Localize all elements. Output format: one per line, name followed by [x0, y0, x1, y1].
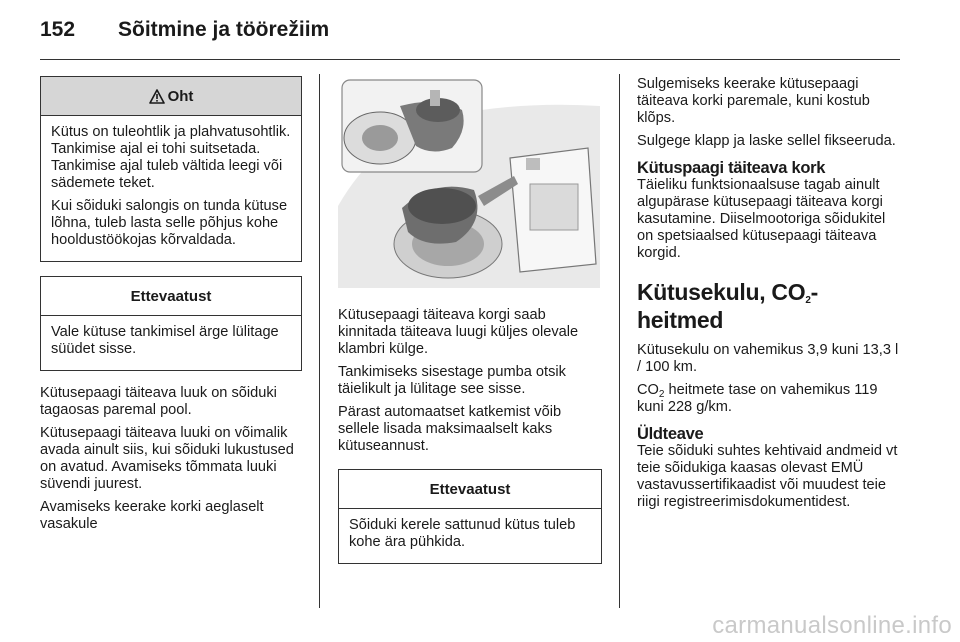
caution-box-2-header — [339, 470, 601, 509]
caution-box-1-header — [41, 277, 301, 316]
col1-paragraph-3: Avamiseks keerake korki aeglaselt vasakule — [40, 499, 264, 532]
caution-box-1-title: Ettevaatust — [130, 287, 212, 305]
consumption-heading-part1: Kütusekulu, CO — [637, 279, 806, 305]
warning-triangle-icon — [149, 89, 165, 104]
column-3 — [637, 76, 903, 517]
danger-box-header — [41, 77, 301, 116]
col2-paragraph-2: Tankimiseks sisestage pumba otsik täielikult ja lülitage see sisse. — [338, 364, 566, 397]
co2-text-part1: CO — [637, 382, 659, 398]
column-1 — [40, 76, 302, 539]
fuel-cap-illustration — [338, 76, 600, 288]
watermark: carmanualsonline.info — [712, 612, 952, 639]
caution-box-1 — [40, 276, 302, 371]
co2-text — [637, 382, 903, 416]
header-rule — [40, 59, 900, 60]
section-text-general: Teie sõiduki suhtes kehtivaid andmeid vt teie sõidukiga kaasas olevast EMÜ vastavussertifikaadist või muudest teie riigi registreerimisdokumentidest. — [637, 443, 898, 510]
danger-paragraph-2: Kui sõiduki salongis on tunda kütuse lõhna, tuleb lasta selle põhjus kohe hooldustöökojas kõrvaldada. — [51, 198, 288, 248]
caution-box-2 — [338, 469, 602, 564]
col3-paragraph-2: Sulgege klapp ja laske sellel fikseeruda. — [637, 133, 896, 149]
co2-text-part2: heitmete tase on vahemikus 119 kuni 228 g/km. — [637, 382, 878, 415]
danger-box — [40, 76, 302, 262]
consumption-heading-part2: -heitmed — [637, 279, 818, 333]
consumption-text: Kütusekulu on vahemikus 3,9 kuni 13,3 l / 100 km. — [637, 342, 899, 375]
page-title: Sõitmine ja töörežiim — [118, 18, 330, 41]
column-2 — [338, 76, 602, 578]
caution-1-paragraph: Vale kütuse tankimisel ärge lülitage süüdet sisse. — [51, 324, 279, 357]
col3-paragraph-1: Sulgemiseks keerake kütusepaagi täiteava korki paremale, kuni kostub klõps. — [637, 76, 870, 126]
caution-2-paragraph: Sõiduki kerele sattunud kütus tuleb kohe ära pühkida. — [349, 517, 576, 550]
col1-paragraph-1: Kütusepaagi täiteava luuk on sõiduki tagaosas paremal pool. — [40, 385, 277, 418]
col2-paragraph-1: Kütusepaagi täiteava korgi saab kinnitada täiteava luugi küljes olevale klambri külge. — [338, 307, 579, 357]
col2-paragraph-3: Pärast automaatset katkemist võib sellele lisada maksimaalselt kaks kütuseannust. — [338, 404, 562, 454]
section-text-fuel-cap: Täieliku funktsionaalsuse tagab ainult algupärase kütusepaagi täiteava korgi kasutamine. Diiselmootoriga sõidukitel on spetsiaalsed kütusepaagi täiteava korgid. — [637, 177, 886, 261]
col1-paragraph-2: Kütusepaagi täiteava luuki on võimalik avada ainult siis, kui sõiduki lukustused on avatud. Avamiseks tõmmata luuki süvendi juurest. — [40, 425, 294, 492]
danger-box-title: Oht — [167, 87, 194, 105]
caution-box-2-body — [339, 509, 601, 563]
section-heading-consumption — [637, 278, 903, 334]
section-heading-fuel-cap: Kütuspaagi täiteava kork — [637, 159, 826, 177]
co2-text-sub: 2 — [658, 389, 665, 400]
danger-box-body — [41, 116, 301, 261]
danger-paragraph-1: Kütus on tuleohtlik ja plahvatusohtlik. Tankimise ajal ei tohi suitsetada. Tankimise ajal tuleb vältida leegi või sädemete teket. — [51, 124, 291, 191]
column-divider-2 — [619, 74, 620, 608]
caution-box-1-body — [41, 316, 301, 370]
column-divider-1 — [319, 74, 320, 608]
page-header — [40, 18, 900, 58]
section-heading-general: Üldteave — [637, 425, 704, 443]
caution-box-2-title: Ettevaatust — [429, 480, 511, 498]
page-number: 152 — [40, 18, 76, 41]
consumption-heading-sub: 2 — [805, 295, 811, 306]
